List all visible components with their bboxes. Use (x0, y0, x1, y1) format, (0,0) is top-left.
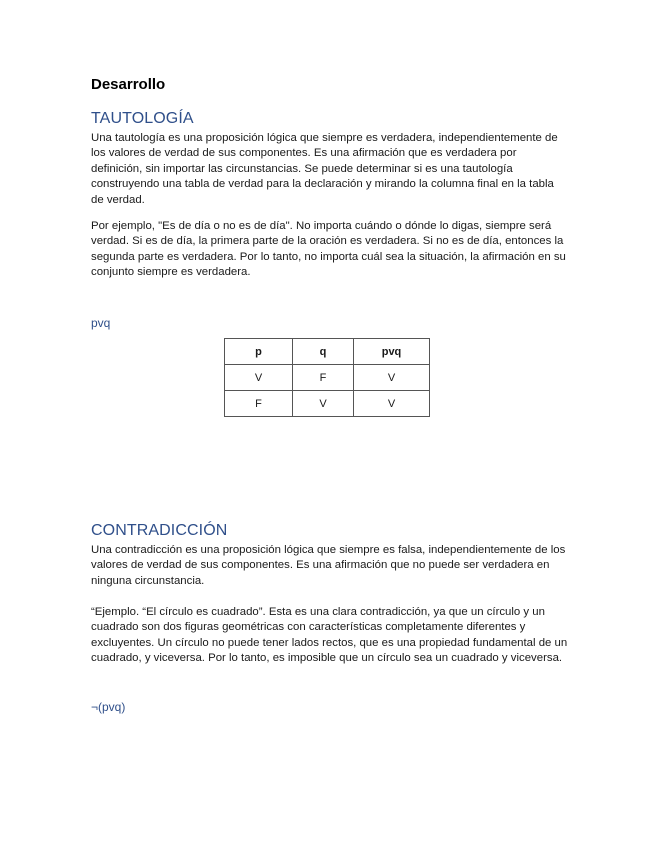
tautologia-formula: pvq (91, 316, 111, 330)
tautologia-definition-paragraph: Una tautología es una proposición lógica que siempre es verdadera, independientemente de los valores de verdad de sus componentes. Es una afirmación que es verdadera por definición, sin importar las circunstancias. Se puede determinar si es una tautología construyendo una tabla de verdad para la declaración y mirando la columna final en la tabla de verdad. (91, 132, 558, 206)
contradiccion-example-paragraph: “Ejemplo. “El círculo es cuadrado”. Esta es una clara contradicción, ya que un círculo y un cuadrado son dos figuras geométricas con características completamente diferentes y excluyentes. Un círculo no puede tener lados rectos, que es una propiedad fundamental de un cuadrado, y viceversa. Por lo tanto, es imposible que un círculo sea un cuadrado y viceversa. (91, 606, 568, 665)
table-row (225, 391, 430, 417)
table-cell: F (225, 391, 293, 417)
table-cell: F (293, 365, 354, 391)
table-cell: V (293, 391, 354, 417)
contradiccion-definition-paragraph: Una contradicción es una proposición lógica que siempre es falsa, independientemente de los valores de verdad de sus componentes. Es una afirmación que no puede ser verdadera en ninguna circunstancia. (91, 544, 566, 587)
table-cell: V (225, 365, 293, 391)
truth-table (224, 338, 430, 417)
truth-table-header-pvq: pvq (354, 339, 430, 365)
truth-table-header-row (225, 339, 430, 365)
truth-table-header-q: q (293, 339, 354, 365)
contradiccion-formula: ¬(pvq) (91, 700, 126, 714)
tautologia-heading: TAUTOLOGÍA (91, 110, 194, 127)
table-cell: V (354, 391, 430, 417)
page-title: Desarrollo (91, 76, 166, 93)
contradiccion-heading: CONTRADICCIÓN (91, 522, 228, 539)
table-cell: V (354, 365, 430, 391)
tautologia-example-paragraph: Por ejemplo, "Es de día o no es de día". No importa cuándo o dónde lo digas, siempre será verdad. Si es de día, la primera parte de la oración es verdadera. Si no es de día, entonces la segunda parte es verdadera. Por lo tanto, no importa cuál sea la situación, la afirmación en su conjunto siempre es verdadera. (91, 220, 566, 279)
table-row (225, 365, 430, 391)
truth-table-header-p: p (225, 339, 293, 365)
